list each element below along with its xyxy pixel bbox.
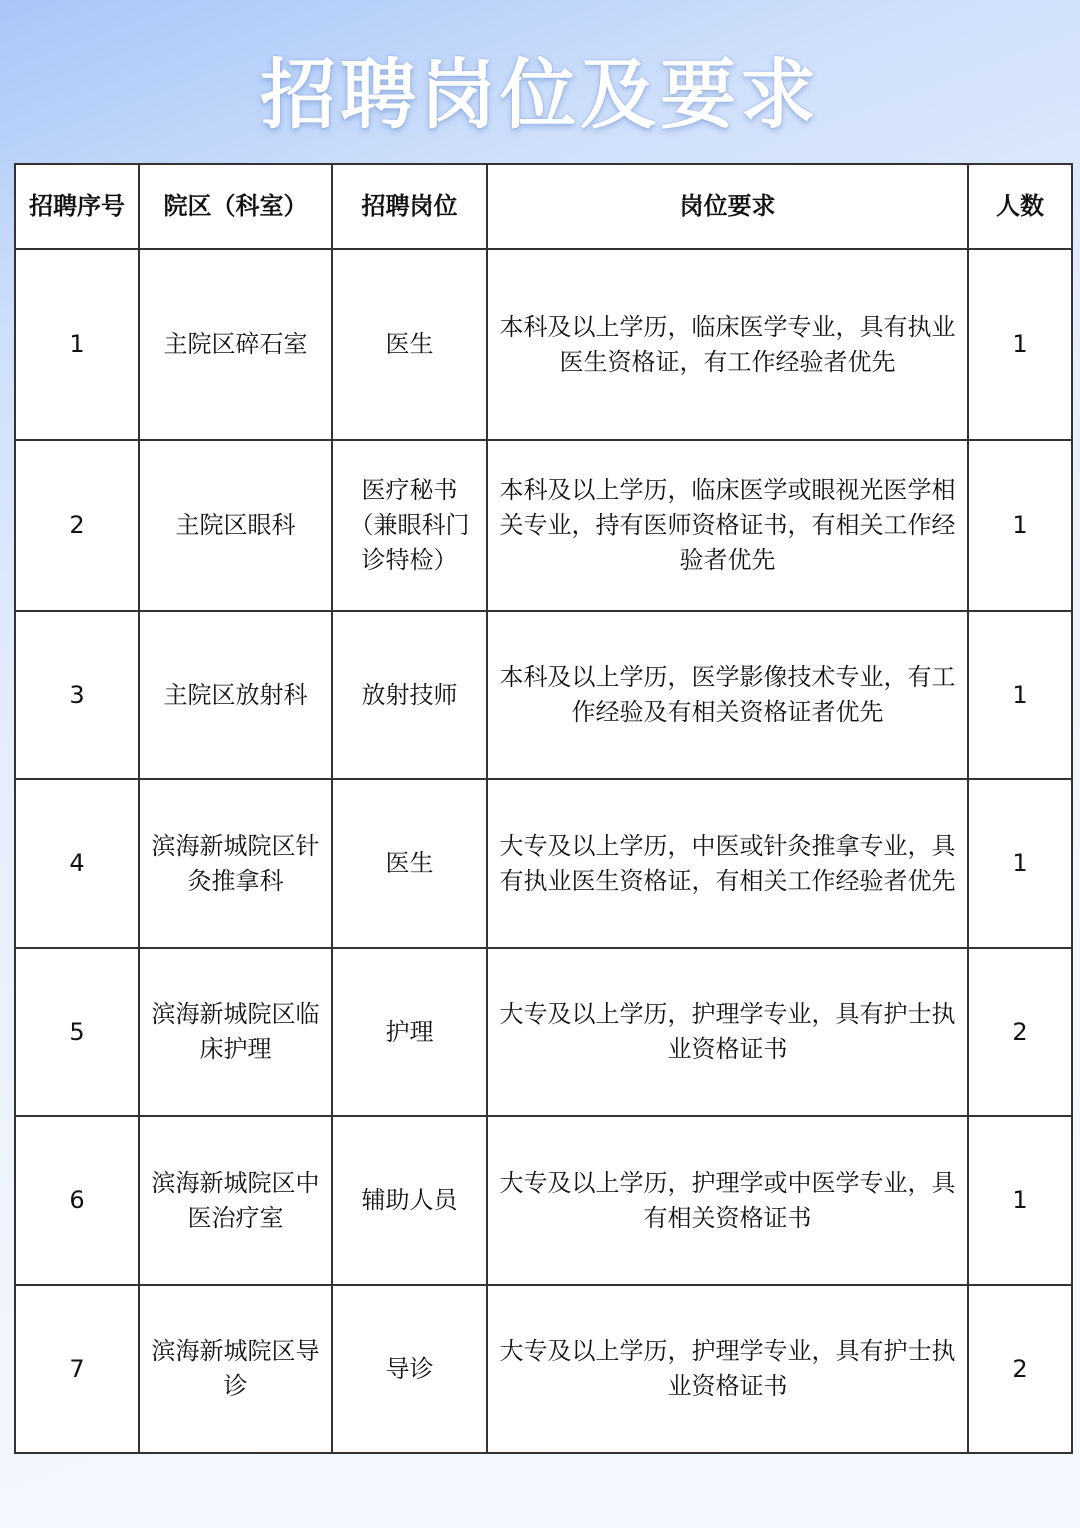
header-count: 人数 xyxy=(968,164,1072,249)
recruitment-table xyxy=(14,163,1073,1454)
cell-seq: 1 xyxy=(15,249,139,440)
table-row xyxy=(15,1116,1072,1285)
cell-count: 1 xyxy=(968,779,1072,948)
table-header-row xyxy=(15,164,1072,249)
table-row xyxy=(15,1285,1072,1453)
page-title: 招聘岗位及要求 xyxy=(260,50,820,139)
header-position: 招聘岗位 xyxy=(332,164,487,249)
cell-position: 护理 xyxy=(332,948,487,1116)
cell-dept: 滨海新城院区针灸推拿科 xyxy=(139,779,332,948)
table-row xyxy=(15,249,1072,440)
cell-dept: 主院区碎石室 xyxy=(139,249,332,440)
cell-count: 1 xyxy=(968,440,1072,611)
cell-dept: 主院区眼科 xyxy=(139,440,332,611)
table-row xyxy=(15,611,1072,779)
cell-dept: 滨海新城院区临床护理 xyxy=(139,948,332,1116)
cell-count: 1 xyxy=(968,1116,1072,1285)
cell-requirement: 本科及以上学历，临床医学专业，具有执业医生资格证，有工作经验者优先 xyxy=(487,249,968,440)
cell-count: 1 xyxy=(968,611,1072,779)
cell-count: 1 xyxy=(968,249,1072,440)
table-row xyxy=(15,440,1072,611)
cell-requirement: 大专及以上学历，护理学专业，具有护士执业资格证书 xyxy=(487,1285,968,1453)
cell-seq: 4 xyxy=(15,779,139,948)
cell-requirement: 大专及以上学历，护理学或中医学专业，具有相关资格证书 xyxy=(487,1116,968,1285)
cell-position: 放射技师 xyxy=(332,611,487,779)
table-row xyxy=(15,779,1072,948)
cell-dept: 滨海新城院区中医治疗室 xyxy=(139,1116,332,1285)
cell-dept: 滨海新城院区导诊 xyxy=(139,1285,332,1453)
cell-seq: 3 xyxy=(15,611,139,779)
cell-seq: 6 xyxy=(15,1116,139,1285)
cell-position: 导诊 xyxy=(332,1285,487,1453)
header-requirement: 岗位要求 xyxy=(487,164,968,249)
cell-seq: 2 xyxy=(15,440,139,611)
cell-seq: 5 xyxy=(15,948,139,1116)
cell-position: 辅助人员 xyxy=(332,1116,487,1285)
cell-position: 医疗秘书（兼眼科门诊特检） xyxy=(332,440,487,611)
table-row xyxy=(15,948,1072,1116)
cell-seq: 7 xyxy=(15,1285,139,1453)
cell-requirement: 本科及以上学历，医学影像技术专业，有工作经验及有相关资格证者优先 xyxy=(487,611,968,779)
cell-requirement: 本科及以上学历，临床医学或眼视光医学相关专业，持有医师资格证书，有相关工作经验者优先 xyxy=(487,440,968,611)
cell-requirement: 大专及以上学历，中医或针灸推拿专业，具有执业医生资格证，有相关工作经验者优先 xyxy=(487,779,968,948)
cell-position: 医生 xyxy=(332,779,487,948)
cell-count: 2 xyxy=(968,1285,1072,1453)
header-seq: 招聘序号 xyxy=(15,164,139,249)
cell-position: 医生 xyxy=(332,249,487,440)
cell-requirement: 大专及以上学历，护理学专业，具有护士执业资格证书 xyxy=(487,948,968,1116)
cell-count: 2 xyxy=(968,948,1072,1116)
header-dept: 院区（科室） xyxy=(139,164,332,249)
cell-dept: 主院区放射科 xyxy=(139,611,332,779)
